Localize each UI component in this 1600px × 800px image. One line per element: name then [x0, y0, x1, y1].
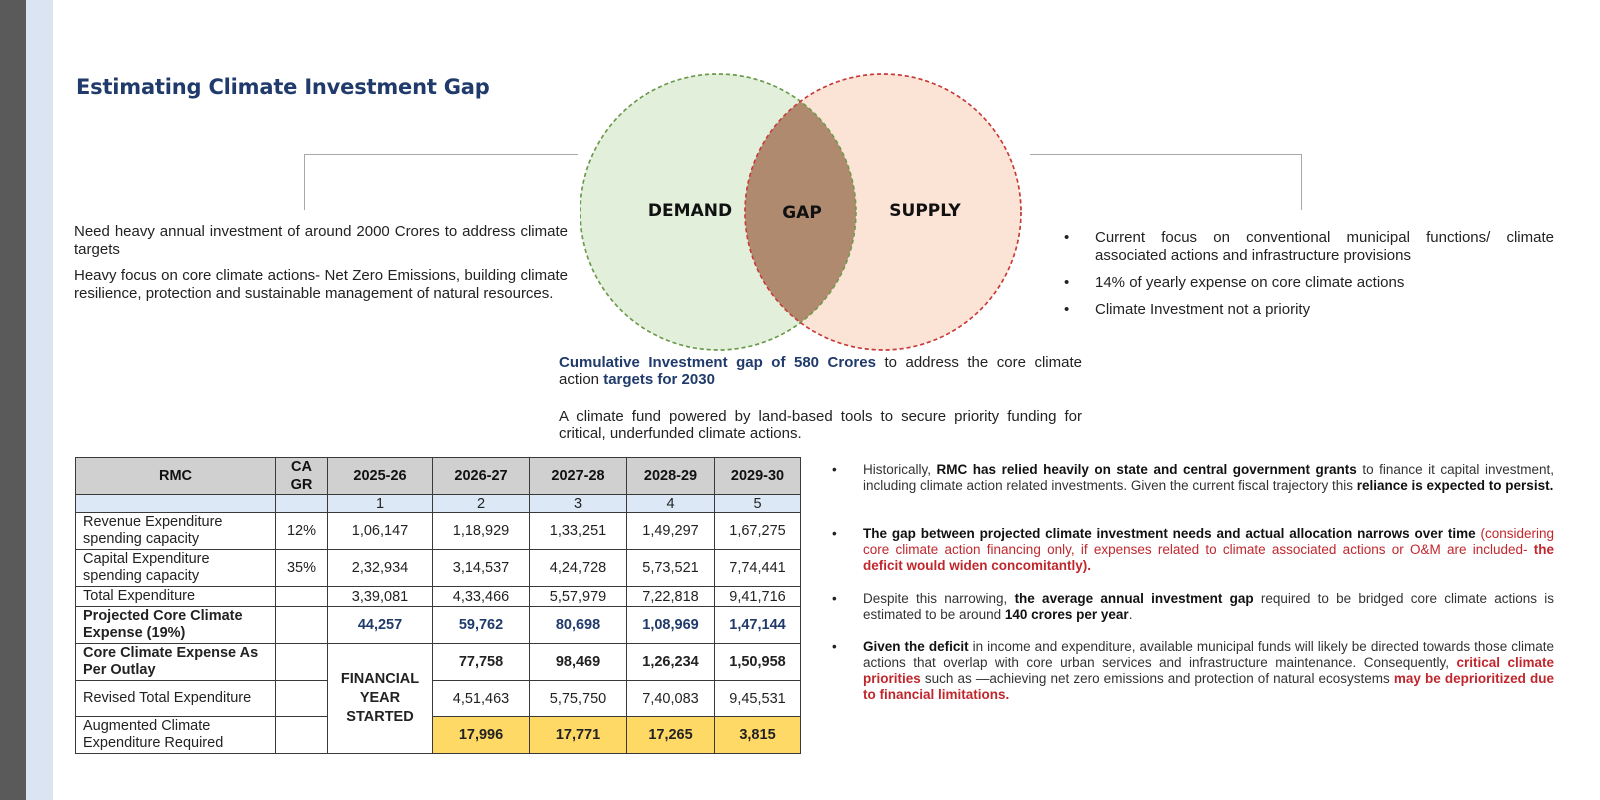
analysis-list: [832, 462, 1554, 703]
text: Given the deficit: [863, 639, 969, 654]
table-header: 2025-26: [328, 458, 433, 495]
table-cell: 44,257: [328, 607, 433, 644]
year-index: 5: [715, 495, 801, 513]
demand-description: [74, 223, 568, 311]
table-cell: 1,50,958: [715, 644, 801, 681]
table-cell: 1,06,147: [328, 513, 433, 550]
year-index: 1: [328, 495, 433, 513]
table-cell: 7,40,083: [627, 681, 715, 717]
table-cell: 80,698: [530, 607, 627, 644]
table-cell: 4,33,466: [433, 587, 530, 607]
table-cell: 17,265: [627, 717, 715, 754]
table-cell: 3,14,537: [433, 550, 530, 587]
year-index: 4: [627, 495, 715, 513]
table-cell: 1,49,297: [627, 513, 715, 550]
table-cell: 1,18,929: [433, 513, 530, 550]
table-cell: 17,771: [530, 717, 627, 754]
gap-amount: Cumulative Investment gap of 580 Crores: [559, 354, 876, 371]
gap-target: targets for 2030: [603, 371, 715, 388]
supply-point: • Current focus on conventional municipal functions/ climate associated actions and infrastructure provisions: [1062, 229, 1554, 265]
text: 140 crores per year: [1004, 607, 1129, 622]
table-cell: 4,51,463: [433, 681, 530, 717]
text: .: [1128, 607, 1133, 622]
text: RMC has relied heavily on state and central government grants: [936, 462, 1357, 477]
year-index: 2: [433, 495, 530, 513]
cagr-cell: 35%: [276, 550, 328, 587]
cagr-cell: 12%: [276, 513, 328, 550]
table-cell: 2,32,934: [328, 550, 433, 587]
table-cell: 3,815: [715, 717, 801, 754]
text: such as —achieving net zero emissions and protection of natural ecosystems: [920, 671, 1394, 686]
analysis-point: [832, 639, 1554, 703]
demand-label: DEMAND: [647, 201, 733, 221]
expenditure-table: [75, 457, 801, 754]
climate-fund-note: A climate fund powered by land-based tools to secure priority funding for critical, underfunded climate actions.: [559, 408, 1082, 442]
row-label: Revised Total Expenditure: [76, 681, 276, 717]
table-row: [76, 550, 801, 587]
analysis-point: [832, 591, 1554, 623]
text: Despite this narrowing,: [863, 591, 1015, 606]
table-row: [76, 513, 801, 550]
table-cell: 5,57,979: [530, 587, 627, 607]
text: to finance it capital investment, including climate action related investments. Given the current fiscal trajectory this: [863, 462, 1554, 493]
table-cell: 1,47,144: [715, 607, 801, 644]
left-edge-bar: [0, 0, 26, 800]
table-cell: 1,08,969: [627, 607, 715, 644]
table-row: [76, 717, 801, 754]
table-header-row: [76, 458, 801, 495]
page-title: Estimating Climate Investment Gap: [76, 75, 490, 99]
table-header: 2027-28: [530, 458, 627, 495]
text: (considering core climate action financing only, if expenses related to climate associated actions or O&M are included-: [863, 526, 1554, 557]
table-cell: 98,469: [530, 644, 627, 681]
financial-year-note: FINANCIAL YEAR STARTED: [328, 644, 433, 754]
year-index: 3: [530, 495, 627, 513]
analysis-point: [832, 526, 1554, 574]
text: Historically,: [863, 462, 937, 477]
table-cell: 1,67,275: [715, 513, 801, 550]
table-cell: 77,758: [433, 644, 530, 681]
table-cell: 1,33,251: [530, 513, 627, 550]
table-cell: 7,22,818: [627, 587, 715, 607]
supply-label: SUPPLY: [889, 201, 961, 221]
table-header: CAGR: [276, 458, 328, 495]
supply-bracket: [1030, 154, 1302, 210]
table-cell: 7,74,441: [715, 550, 801, 587]
table-cell: 4,24,728: [530, 550, 627, 587]
text: in income and expenditure, available municipal funds will likely be directed towards those climate actions that overlap with core urban services and infrastructure maintenance. Consequently,: [863, 639, 1554, 670]
table-header: RMC: [76, 458, 276, 495]
text: critical climate priorities: [863, 655, 1555, 686]
table-cell: 17,996: [433, 717, 530, 754]
table-row: [76, 587, 801, 607]
text: reliance is expected to persist.: [1356, 478, 1554, 493]
gap-summary: [559, 354, 1082, 442]
table-cell: 5,73,521: [627, 550, 715, 587]
table-cell: 5,75,750: [530, 681, 627, 717]
gap-summary-text: to address the core climate action: [559, 354, 1082, 388]
supply-point: • Climate Investment not a priority: [1062, 301, 1554, 319]
row-label: Capital Expenditure spending capacity: [76, 550, 276, 587]
venn-diagram: [580, 70, 1040, 360]
row-label: Revenue Expenditure spending capacity: [76, 513, 276, 550]
text: required to be bridged core climate actions is estimated to be around: [863, 591, 1554, 622]
gap-label: GAP: [782, 203, 822, 223]
left-accent-bar: [26, 0, 53, 800]
table-row: [76, 644, 801, 681]
supply-description: [1062, 229, 1554, 328]
table-cell: 59,762: [433, 607, 530, 644]
text: the average annual investment gap: [1014, 591, 1254, 606]
table-header: 2026-27: [433, 458, 530, 495]
table-header: 2029-30: [715, 458, 801, 495]
table-index-row: [76, 495, 801, 513]
table-cell: 9,41,716: [715, 587, 801, 607]
demand-point: Need heavy annual investment of around 2000 Crores to address climate targets: [74, 223, 568, 258]
demand-point: Heavy focus on core climate actions- Net Zero Emissions, building climate resilience, protection and sustainable management of natural resources.: [74, 267, 568, 302]
table-header: 2028-29: [627, 458, 715, 495]
demand-bracket: [304, 154, 578, 210]
row-label: Total Expenditure: [76, 587, 276, 607]
text: may be deprioritized due to financial limitations.: [863, 671, 1554, 702]
gap-summary-line: [559, 354, 1082, 388]
text: the deficit would widen concomitantly).: [863, 542, 1554, 573]
row-label: Core Climate Expense As Per Outlay: [76, 644, 276, 681]
table-cell: 3,39,081: [328, 587, 433, 607]
analysis-point: [832, 462, 1554, 494]
table-row: [76, 681, 801, 717]
row-label: Augmented Climate Expenditure Required: [76, 717, 276, 754]
text: The gap between projected climate investment needs and actual allocation narrows over time: [863, 526, 1476, 541]
table-cell: 9,45,531: [715, 681, 801, 717]
table-cell: 1,26,234: [627, 644, 715, 681]
row-label: Projected Core Climate Expense (19%): [76, 607, 276, 644]
table-row: [76, 607, 801, 644]
supply-point: • 14% of yearly expense on core climate actions: [1062, 274, 1554, 292]
